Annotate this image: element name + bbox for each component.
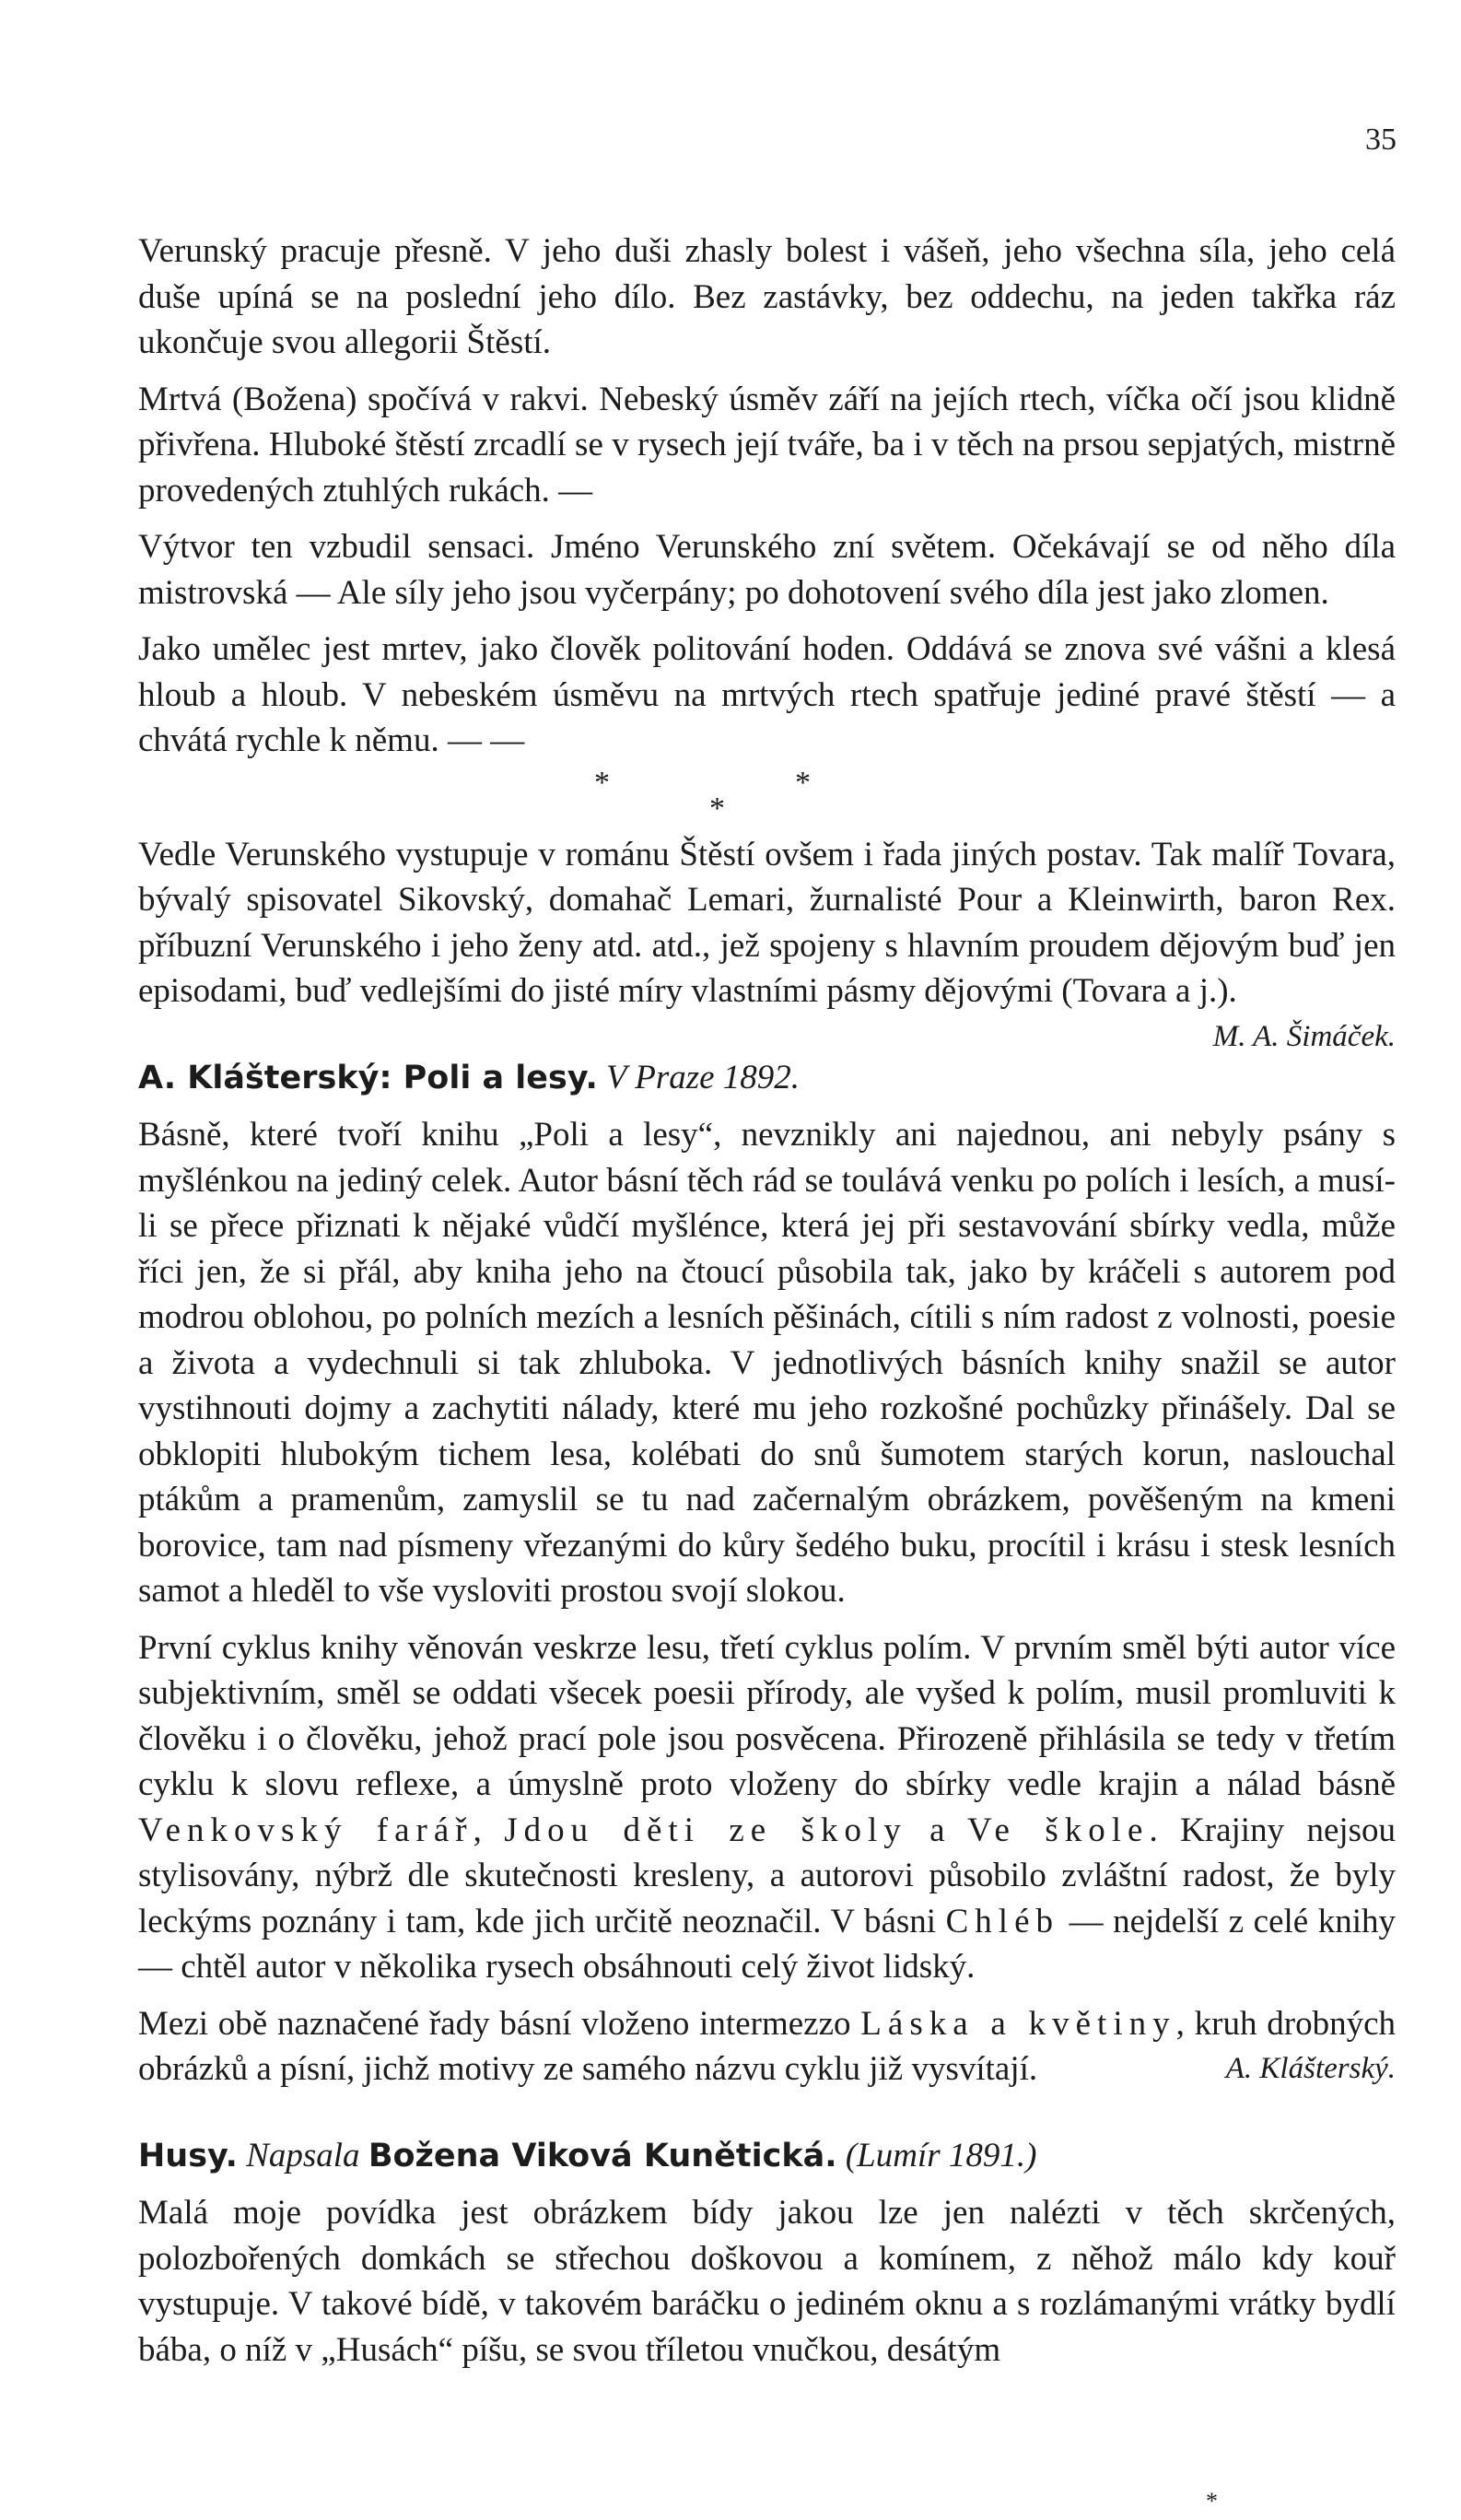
text-column <box>138 229 1396 2373</box>
heading-title: Husy. <box>138 2137 238 2174</box>
asterisk: * <box>795 765 811 800</box>
text-run: . Krajiny nejsou stylisovány, nýbrž dle skutečnosti kresleny, a autorovi působilo zvláštní radost, že byly leckýms poznány i tam, kde jich určitě neoznačil. V básni <box>138 1811 1397 1940</box>
review-heading <box>138 2133 1396 2180</box>
asterisk: * <box>594 765 610 800</box>
text-run: Mezi obě naznačené řady básní vloženo intermezzo <box>138 2004 851 2043</box>
text-run: — nejdelší z celé knihy — chtěl autor v několika rysech obsáhnouti celý život lidský. <box>138 1902 1397 1986</box>
signature: M. A. Šimáček. <box>1212 1019 1396 1053</box>
paragraph: První cyklus knihy věnován veskrze lesu, třetí cyklus polím. V prvním směl býti autor více subjektivním, směl se oddati všecek poesii přírody, ale vyšed k polím, musil promluviti k člověku i o člověku, jehož prací pole jsou posvěcena. Přirozeně přihlásila se tedy v třetím cyklu k slovu reflexe, a úmyslně proto vloženy do sbírky vedle krajin a nálad básně Venkovský farář, Jdou děti ze školy a Ve škole. Krajiny nejsou stylisovány, nýbrž dle skutečnosti kresleny, a autorovi působilo zvláštní radost, že byly leckýms poznány i tam, kde jich určitě neoznačil. V básni Chléb — nejdelší z celé knihy — chtěl autor v několika rysech obsáhnouti celý život lidský. <box>138 1628 1397 1986</box>
source: (Lumír 1891.) <box>845 2136 1037 2174</box>
asterisk: * <box>709 791 725 826</box>
paragraph <box>138 2001 1396 2092</box>
paragraph <box>138 832 1396 1053</box>
footer-mark: * <box>1206 2488 1218 2514</box>
page-number: 35 <box>1365 123 1397 157</box>
paragraph: Jako umělec jest mrtev, jako člověk politování hoden. Oddává se znova své vášni a klesá hloub a hloub. V nebeském úsměvu na mrtvých rtech spatřuje jediné pravé štěstí — a chvátá rychle k němu. — — <box>138 630 1396 759</box>
byline-prefix: Napsala <box>246 2136 360 2174</box>
paragraph: Výtvor ten vzbudil sensaci. Jméno Verunského zní světem. Očekávají se od něho díla mistrovská — Ale síly jeho jsou vyčerpány; po dohotovení svého díla jest jako zlomen. <box>138 528 1396 612</box>
paragraph-text: Vedle Verunského vystupuje v románu Štěstí ovšem i řada jiných postav. Tak malíř Tovara, bývalý spisovatel Sikovský, domahač Lemari, žurnalisté Pour a Kleinwirth, baron Rex. příbuzní Verunského i jeho ženy atd. atd., jež spojeny s hlavním proudem dějovým buď jen episodami, buď vedlejšími do jisté míry vlastními pásmy dějovými (Tovara a j.). <box>138 835 1396 1010</box>
paragraph: Básně, které tvoří knihu „Poli a lesy“, nevznikly ani najednou, ani nebyly psány s myšlénkou na jediný celek. Autor básní těch rád se toulává venku po polích i lesích, a musí-li se přece přiznati k nějaké vůdčí myšlénce, která jej při sestavování sbírky vedla, může říci jen, že si přál, aby kniha jeho na čtoucí působila tak, jako by kráčeli s autorem pod modrou oblohou, po polních mezích a lesních pěšinách, cítili s ním radost z volnosti, poesie a života a vydechnuli si tak zhluboka. V jednotlivých básních knihy snažil se autor vystihnouti dojmy a zachytiti nálady, které mu jeho rozkošné pochůzky přinášely. Dal se obklopiti hlubokým tichem lesa, kolébati do snů šumotem starých korun, naslouchal ptákům a pramenům, zamyslil se tu nad začernalým obrázkem, pověšeným na kmeni borovice, tam nad písmeny vřezanými do kůry šedého buku, procítil i krásu i stesk lesních samot a hleděl to vše vysloviti prostou svojí slokou. <box>138 1116 1396 1610</box>
poem-title: Láska a květiny <box>860 2004 1176 2043</box>
section-divider <box>138 764 1396 832</box>
review-heading <box>138 1055 1396 1102</box>
text-run: , kruh drobných obrázků a písní, jichž motivy ze samého názvu cyklu již vysvítají. <box>138 2004 1397 2088</box>
heading-title: A. Klášterský: Poli a lesy. <box>138 1059 598 1096</box>
text-run: a <box>929 1811 945 1849</box>
paragraph: Mrtvá (Božena) spočívá v rakvi. Nebeský úsměv září na jejích rtech, víčka očí jsou klidně přivřena. Hluboké štěstí zrcadlí se v rysech její tváře, ba i v těch na prsou sepjatých, mistrně provedených ztuhlých rukách. — <box>138 380 1396 510</box>
signature: A. Klášterský. <box>1225 2052 1396 2085</box>
poem-title: Venkovský farář <box>138 1811 473 1849</box>
poem-title: Jdou děti ze školy <box>504 1811 907 1849</box>
author-name: Božena Viková Kunětická. <box>368 2137 837 2174</box>
paragraph: Malá moje povídka jest obrázkem bídy jakou lze jen nalézti v těch skrčených, polozbořených domkách se střechou doškovou a komínem, z něhož málo kdy kouř vystupuje. V takové bídě, v takovém baráčku o jediném oknu a s rozlámanými vrátky bydlí bába, o níž v „Husách“ píšu, se svou tříletou vnučkou, desátým <box>138 2194 1396 2369</box>
poem-title: Ve škole <box>966 1811 1150 1849</box>
paragraph: Verunský pracuje přesně. V jeho duši zhasly bolest i vášeň, jeho všechna síla, jeho celá duše upíná se na poslední jeho dílo. Bez zastávky, bez oddechu, na jeden takřka ráz ukončuje svou allegorii Štěstí. <box>138 232 1396 361</box>
text-run: První cyklus knihy věnován veskrze lesu, třetí cyklus polím. V prvním směl býti autor více subjektivním, směl se oddati všecek poesii přírody, ale vyšed k polím, musil promluviti k člověku i o člověku, jehož prací pole jsou posvěcena. Přirozeně přihlásila se tedy v třetím cyklu k slovu reflexe, a úmyslně proto vloženy do sbírky vedle krajin a nálad básně <box>138 1628 1396 1803</box>
heading-place: V Praze 1892. <box>606 1058 801 1096</box>
poem-title: Chléb <box>945 1902 1060 1940</box>
